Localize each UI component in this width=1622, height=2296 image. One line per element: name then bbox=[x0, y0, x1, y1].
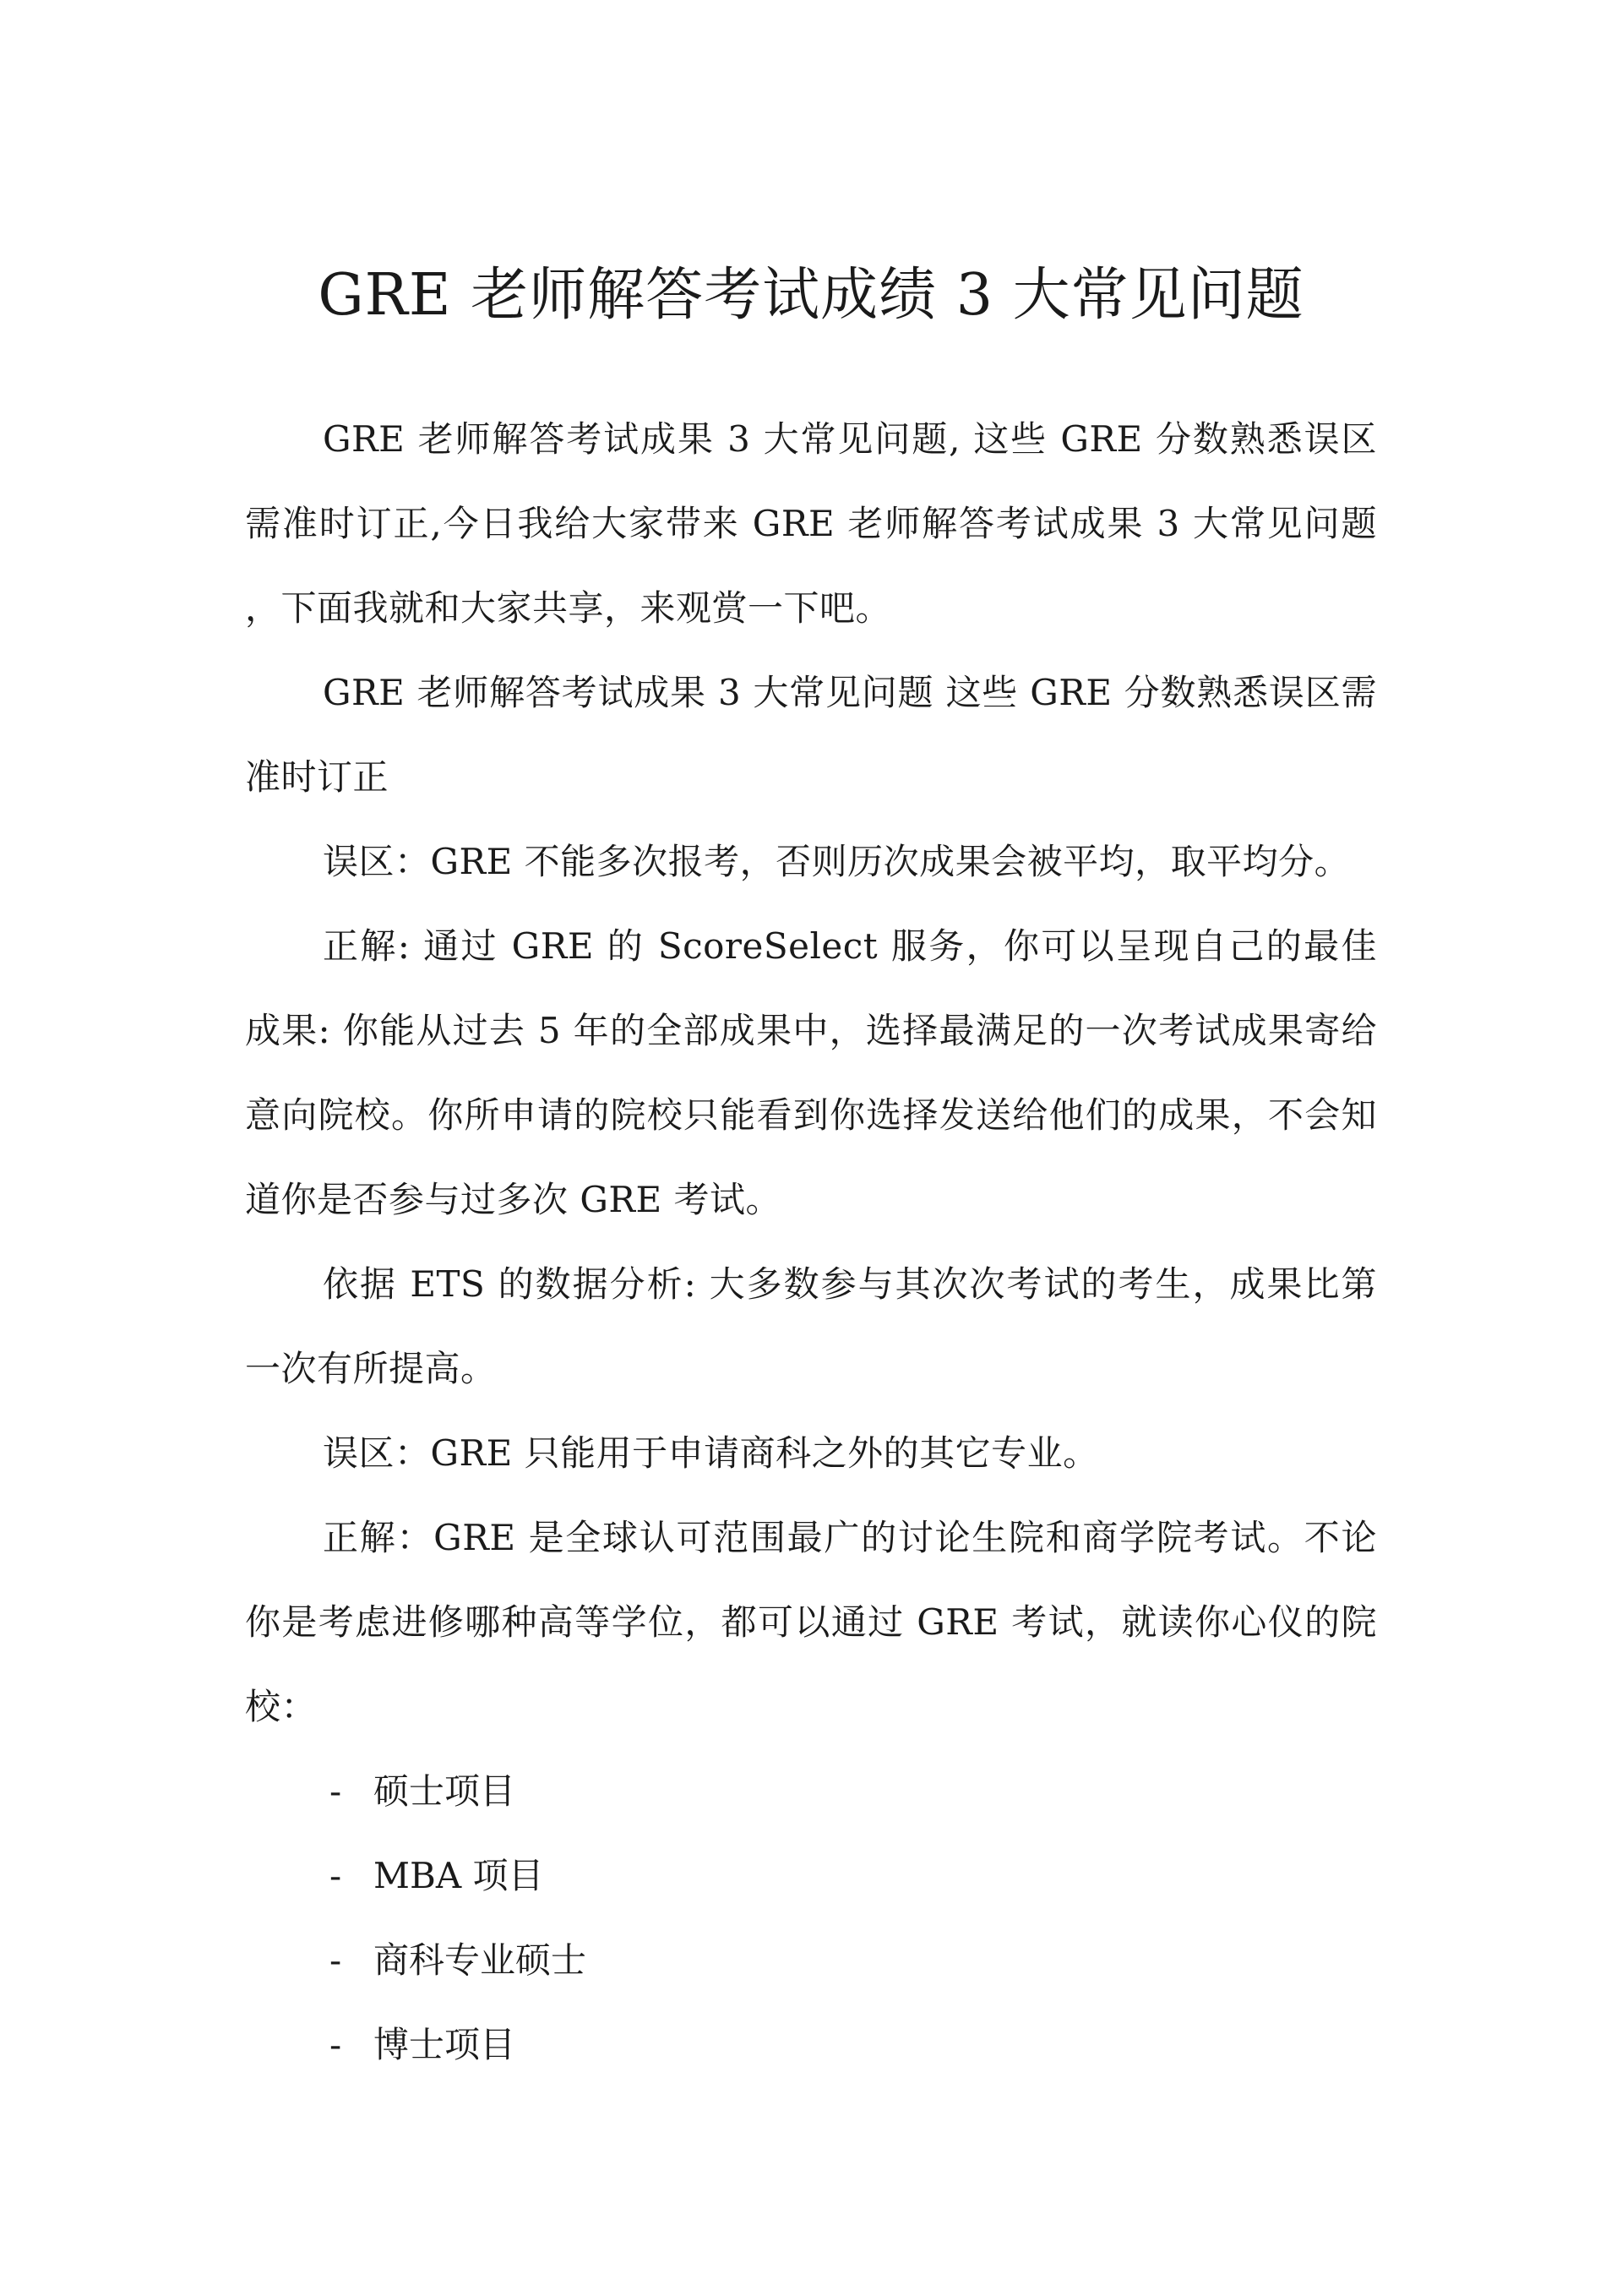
list-item-label: 博士项目 bbox=[373, 2024, 516, 2065]
list-item bbox=[245, 1749, 1377, 1834]
paragraph-answer-2: 正解：GRE 是全球认可范围最广的讨论生院和商学院考试。不论你是考虑进修哪种高等学位，都可以通过 GRE 考试，就读你心仪的院校： bbox=[245, 1517, 1377, 1727]
list-item bbox=[245, 1918, 1377, 2003]
list-marker: - bbox=[329, 1855, 342, 1896]
list-item-label: MBA 项目 bbox=[373, 1855, 544, 1896]
paragraph-myth-2: 误区：GRE 只能用于申请商科之外的其它专业。 bbox=[323, 1432, 1099, 1474]
paragraph-myth-1: 误区：GRE 不能多次报考，否则历次成果会被平均，取平均分。 bbox=[323, 841, 1351, 882]
document-body bbox=[245, 397, 1377, 2087]
list-item-label: 硕士项目 bbox=[373, 1770, 516, 1812]
paragraph-ets-analysis: 依据 ETS 的数据分析: 大多数参与其次次考试的考生，成果比第一次有所提高。 bbox=[245, 1263, 1377, 1389]
list-item-label: 商科专业硕士 bbox=[373, 1939, 587, 1981]
list-marker: - bbox=[329, 1939, 342, 1981]
paragraph-answer-1: 正解: 通过 GRE 的 ScoreSelect 服务，你可以呈现自己的最佳成果: 你能从过去 5 年的全部成果中，选择最满足的一次考试成果寄给意向院校。你所申请的院校只能看到你选择发送给他们的成果，不会知道你是否参与过多次 GRE 考试。 bbox=[245, 925, 1377, 1220]
list-marker: - bbox=[329, 1770, 342, 1812]
document-title: GRE 老师解答考试成绩 3 大常见问题 bbox=[318, 262, 1304, 329]
paragraph-summary: GRE 老师解答考试成果 3 大常见问题 这些 GRE 分数熟悉误区需准时订正 bbox=[245, 672, 1377, 798]
paragraph-intro: GRE 老师解答考试成果 3 大常见问题, 这些 GRE 分数熟悉误区需准时订正,今日我给大家带来 GRE 老师解答考试成果 3 大常见问题 ，下面我就和大家共享，来观赏一下吧。 bbox=[245, 418, 1377, 629]
degree-list bbox=[245, 1749, 1377, 2087]
list-marker: - bbox=[329, 2024, 342, 2065]
list-item bbox=[245, 2003, 1377, 2087]
list-item bbox=[245, 1834, 1377, 1918]
